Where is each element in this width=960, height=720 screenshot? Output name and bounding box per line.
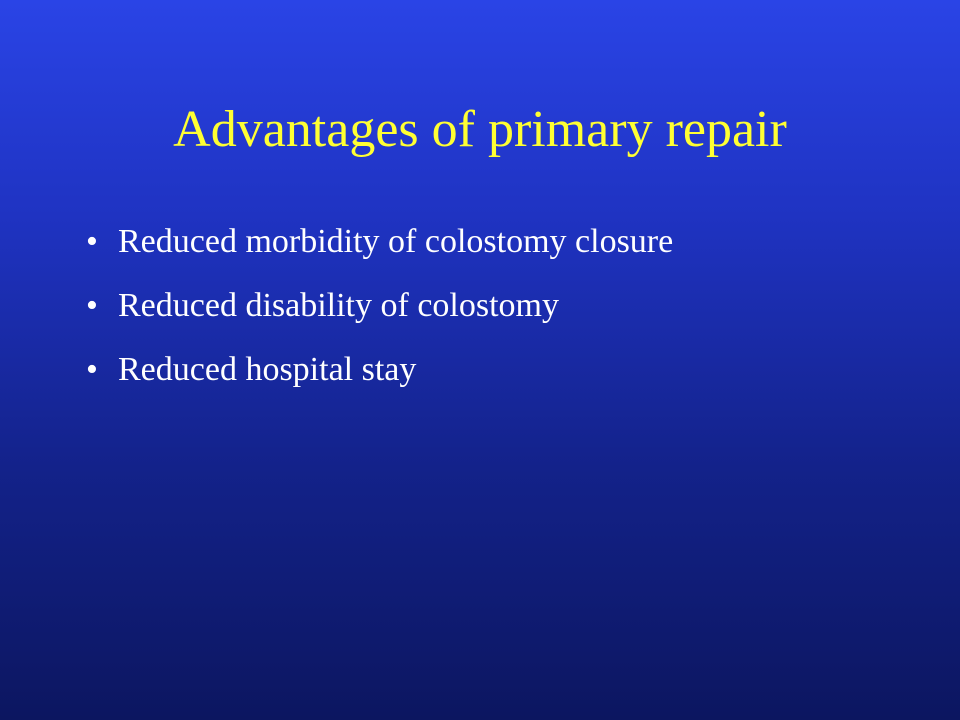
list-item [86, 282, 673, 346]
bullet-icon: • [86, 351, 98, 388]
bullet-text: Reduced hospital stay [118, 351, 417, 388]
bullet-text: Reduced morbidity of colostomy closure [118, 223, 674, 260]
slide-title: Advantages of primary repair [173, 101, 787, 158]
bullet-icon: • [86, 287, 98, 324]
bullet-text: Reduced disability of colostomy [118, 287, 559, 324]
list-item [86, 346, 673, 410]
bullet-icon: • [86, 223, 98, 260]
bullet-list [86, 218, 673, 410]
list-item [86, 218, 673, 282]
